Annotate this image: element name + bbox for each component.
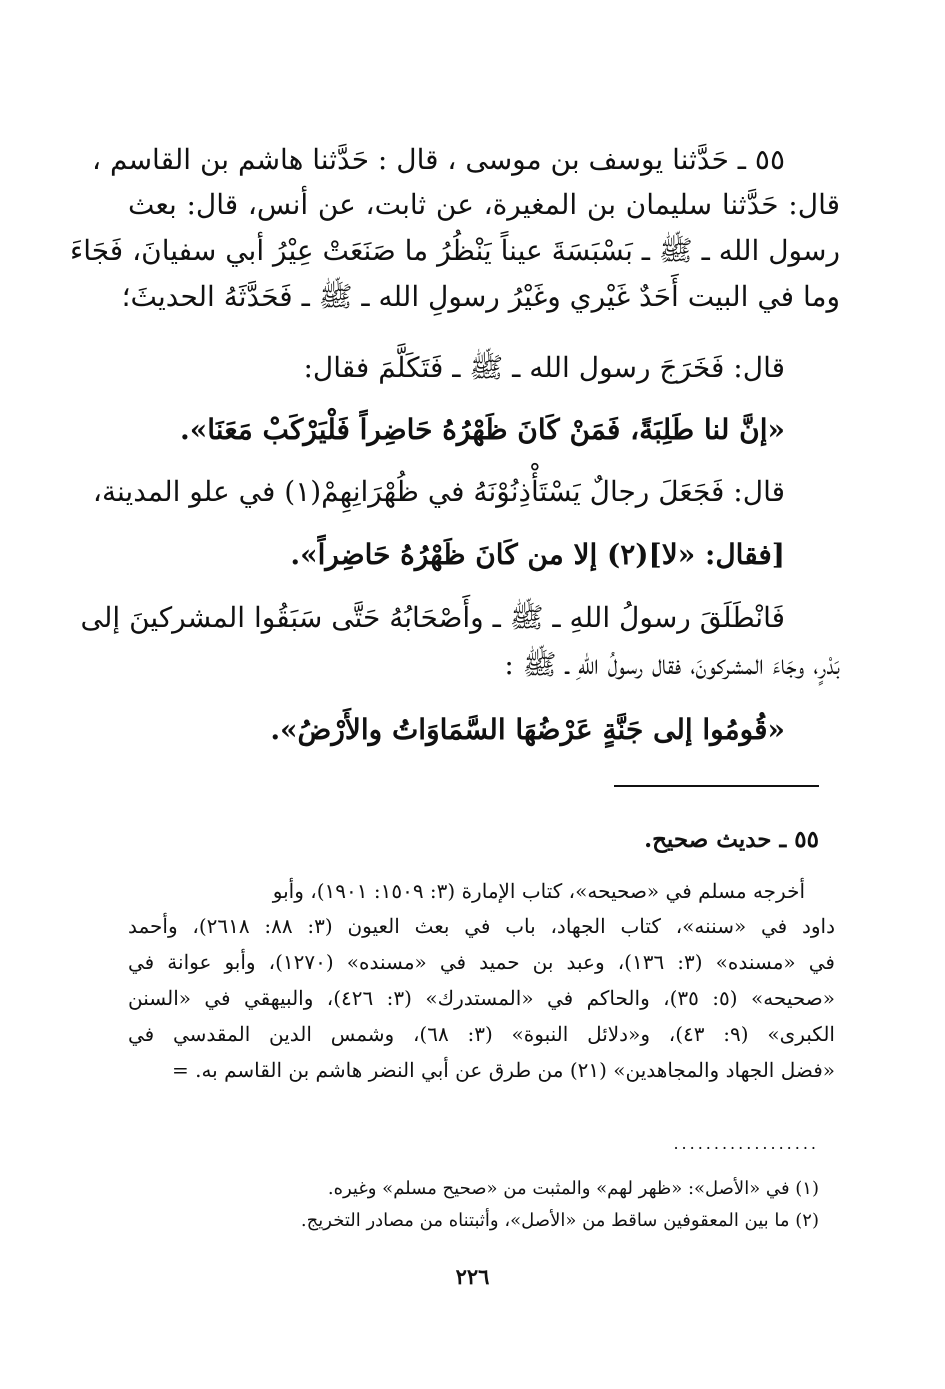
footnote-separator-rule — [614, 785, 819, 787]
footnote-heading: ٥٥ ـ حديث صحيح. — [644, 826, 819, 853]
footnote-line-5: الكبرى» (٩: ٤٣)، و«دلائل النبوة» (٣: ٦٨)، وشمس الدين المقدسي في — [128, 1022, 835, 1046]
hadith-line-5: قال: فَخَرَجَ رسول الله ـ ﷺ ـ فَتَكَلَّمَ فقال: — [303, 351, 785, 384]
page-number: ٢٢٦ — [455, 1264, 490, 1289]
footnote-line-1: أخرجه مسلم في «صحيحه»، كتاب الإمارة (٣: ١٥٠٩: ١٩٠١)، وأبو — [272, 879, 805, 903]
hadith-line-1: ٥٥ ـ حَدَّثنا يوسف بن موسى ، قال : حَدَّثنا هاشم بن القاسم ، — [92, 143, 785, 176]
hadith-line-7: قال: فَجَعَلَ رجالٌ يَسْتَأْذِنُوْنَهُ في ظُهْرَانِهِمْ(١) في علو المدينة، — [92, 475, 785, 508]
footnote-line-3: في «مسنده» (٣: ١٣٦)، وعبد بن حميد في «مسنده» (١٢٧٠)، وأبو عوانة في — [128, 950, 835, 974]
footnote-line-2: داود في «سننه»، كتاب الجهاد، باب في بعث العيون (٣: ٨٨: ٢٦١٨)، وأحمد — [128, 914, 835, 938]
hadith-line-10: بَدْرٍ، وجَاءَ المشركونَ، فقال رسولُ اللهِ ـ ﷺ : — [504, 648, 840, 681]
hadith-line-2: قال: حَدَّثنا سليمان بن المغيرة، عن ثابت، عن أنس، قال: بعث — [128, 188, 840, 221]
hadith-quote-3: «قُومُوا إلى جَنَّةٍ عَرْضُهَا السَّمَاوَاتُ والأَرْضُ». — [270, 713, 785, 746]
note-1: (١) في «الأصل»: «ظهر لهم» والمثبت من «صحيح مسلم» وغيره. — [327, 1178, 819, 1199]
hadith-line-3: رسول الله ـ ﷺ ـ بَسْبَسَةَ عيناً يَنْظُرُ ما صَنَعَتْ عِيْرُ أبي سفيانَ، فَجَاءَ — [70, 234, 840, 267]
hadith-line-4: وما في البيت أَحَدٌ غَيْري وغَيْرُ رسولِ الله ـ ﷺ ـ فَحَدَّثَهُ الحديثَ؛ — [121, 280, 840, 313]
hadith-quote-2: [فقال: «لا](٢) إلا من كَانَ ظَهْرُهُ حَاضِراً». — [290, 538, 785, 571]
notes-separator-dots: .................. — [673, 1134, 819, 1153]
footnote-line-4: «صحيحه» (٥: ٣٥)، والحاكم في «المستدرك» (٣: ٤٢٦)، والبيهقي في «السنن — [128, 986, 835, 1010]
hadith-line-9: فَانْطَلَقَ رسولُ اللهِ ـ ﷺ ـ وأَصْحَابُهُ حَتَّى سَبَقُوا المشركينَ إلى — [80, 601, 785, 634]
hadith-quote-1: «إنَّ لنا طَلِبَةً، فَمَنْ كَانَ ظَهْرُهُ حَاضِراً فَلْيَرْكَبْ مَعَنَا». — [180, 413, 785, 446]
footnote-line-6: «فضل الجهاد والمجاهدين» (٢١) من طرق عن أبي النضر هاشم بن القاسم به. = — [171, 1058, 835, 1082]
note-2: (٢) ما بين المعقوفين ساقط من «الأصل»، وأثبتناه من مصادر التخريج. — [300, 1210, 819, 1231]
